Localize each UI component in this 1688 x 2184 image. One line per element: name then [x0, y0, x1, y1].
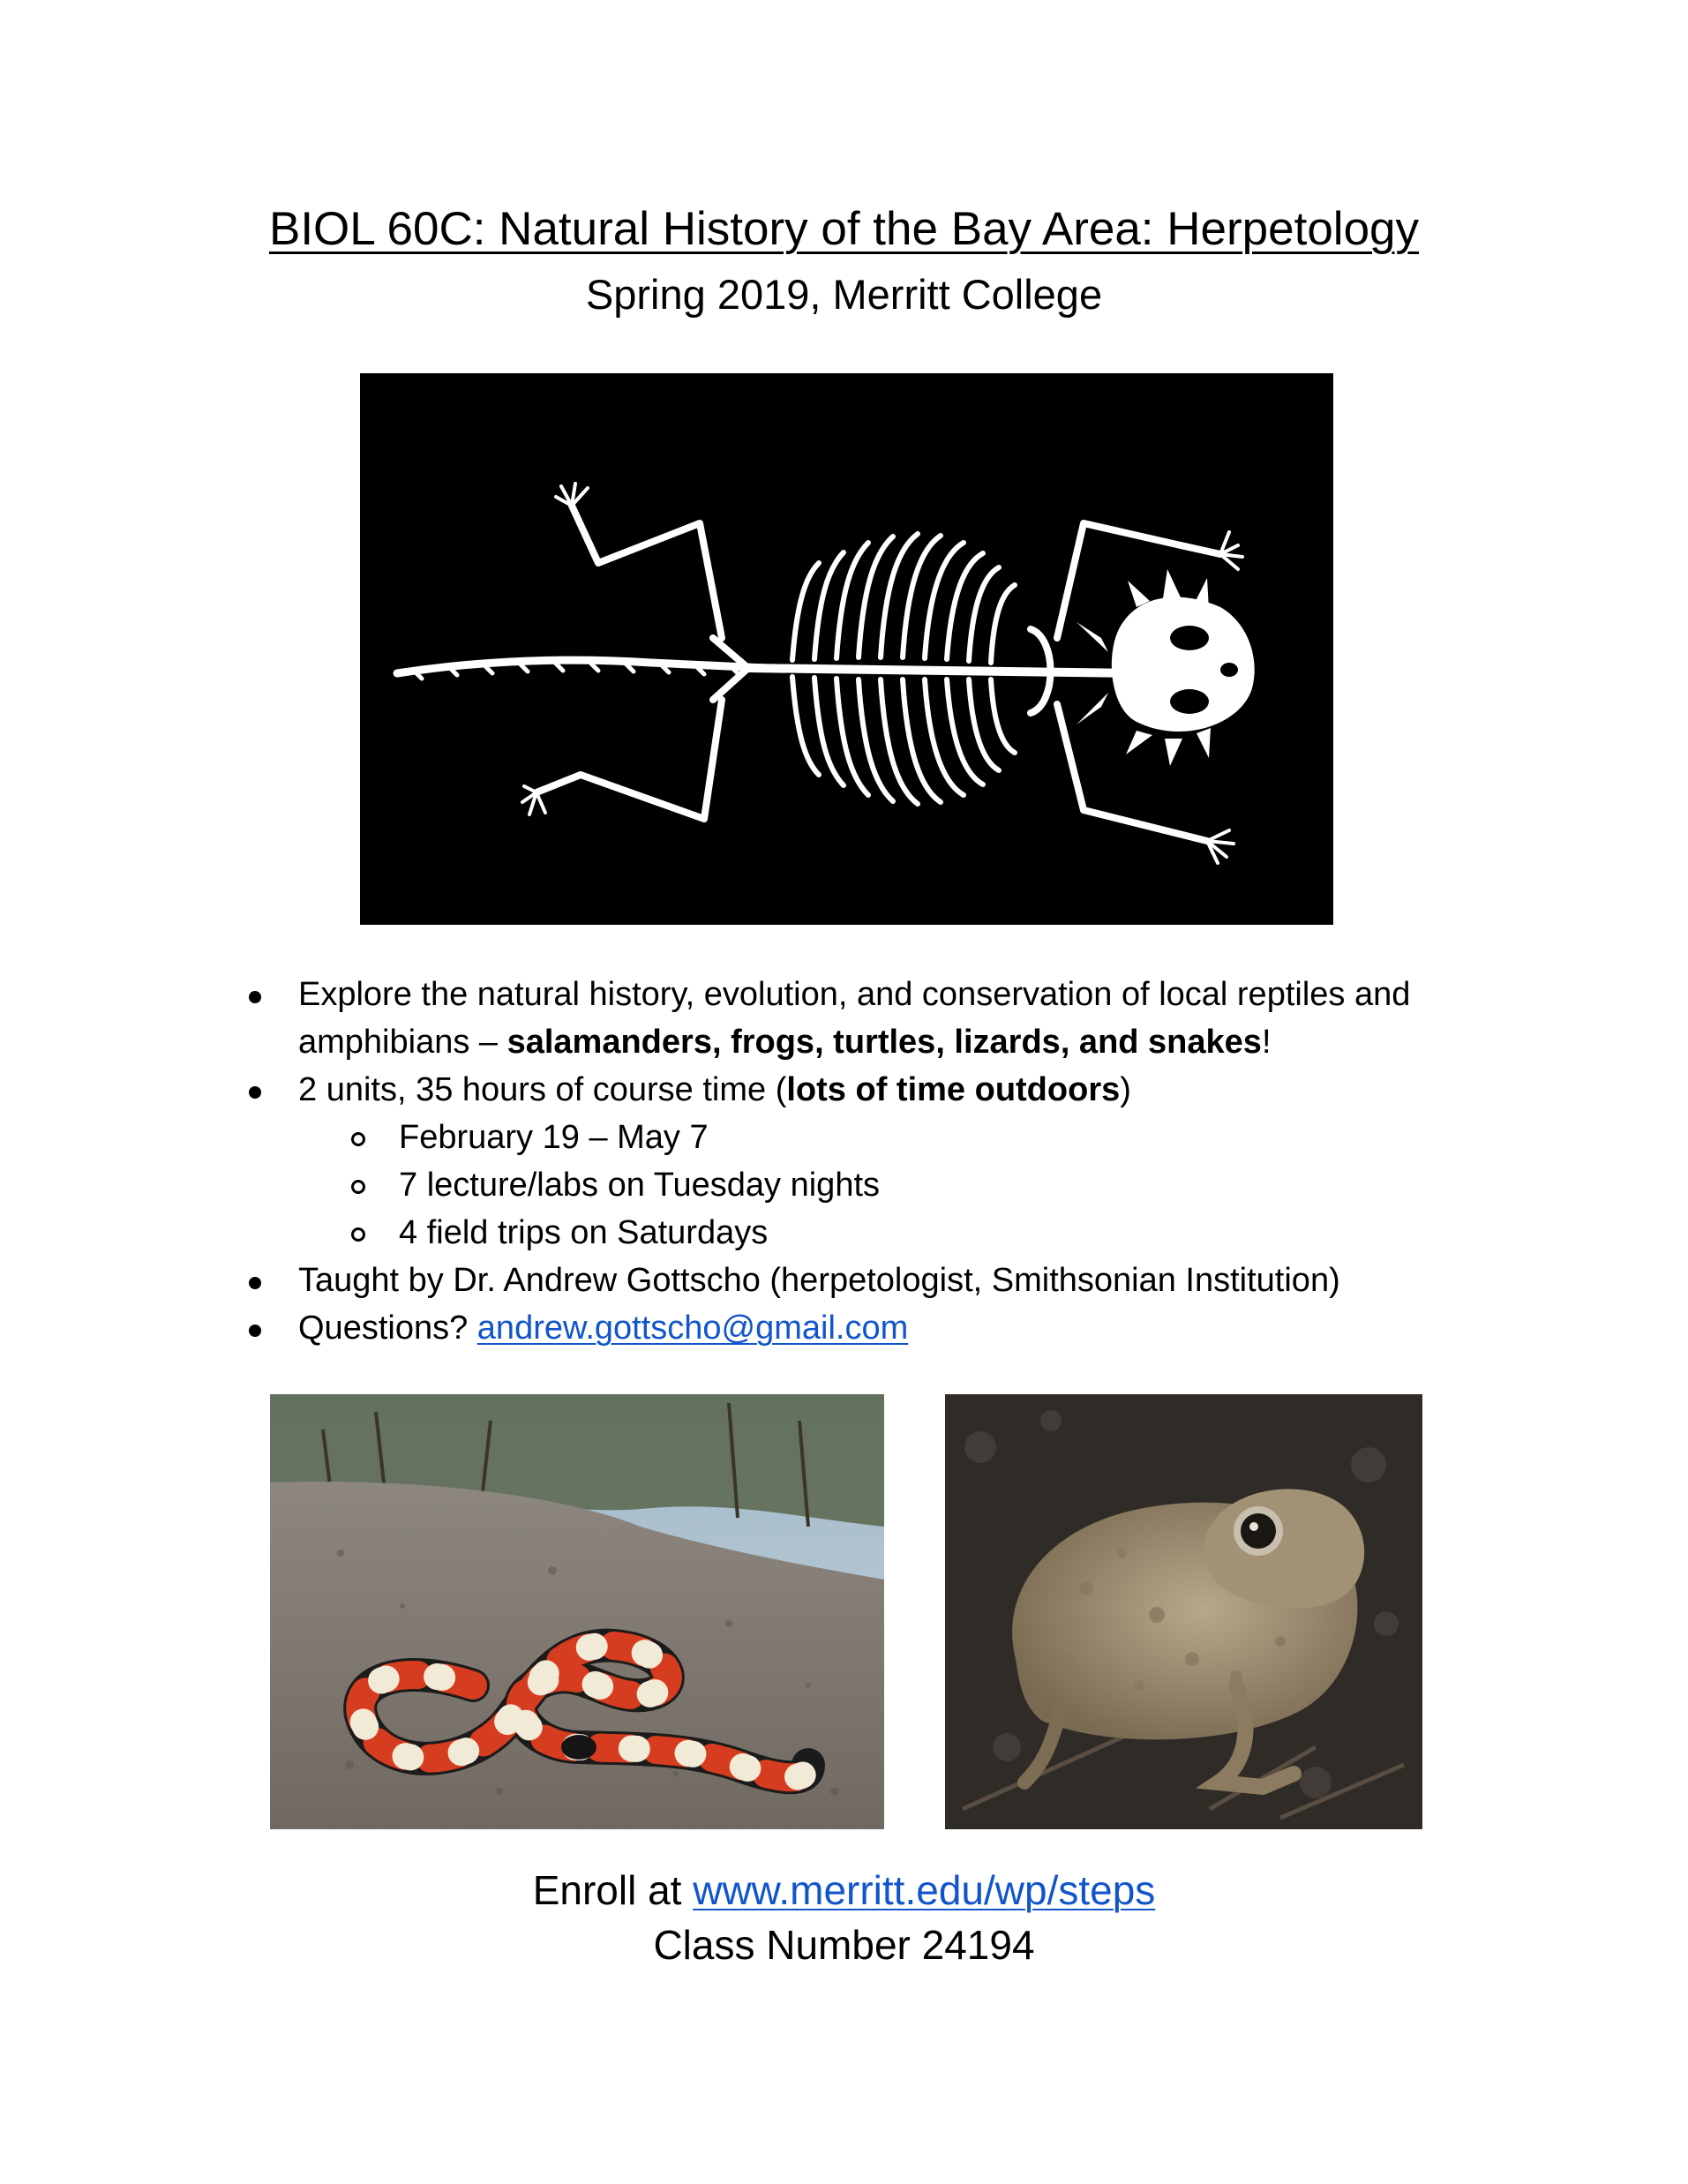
sub-bullet-ring [351, 1180, 365, 1194]
snake-illustration [270, 1394, 884, 1829]
page-title [0, 201, 1688, 258]
enroll-line [0, 1864, 1688, 1917]
toad-illustration [945, 1394, 1422, 1829]
snake-photo [270, 1394, 884, 1829]
bullet-units-post: ) [1120, 1071, 1131, 1108]
sub-bullet-lectures: 7 lecture/labs on Tuesday nights [399, 1167, 881, 1204]
sub-bullet-ring [351, 1227, 365, 1242]
enroll-link[interactable]: www.merritt.edu/wp/steps [693, 1867, 1156, 1913]
bullet-units-pre: 2 units, 35 hours of course time ( [298, 1071, 787, 1108]
bullet-explore-animals: salamanders, frogs, turtles, lizards, and snakes [506, 1024, 1262, 1061]
bullet-dot [249, 1086, 261, 1099]
enroll-label: Enroll at [532, 1867, 694, 1913]
bullet-dot [249, 991, 261, 1003]
bullet-dot [249, 1277, 261, 1289]
lizard-skeleton-image [360, 373, 1333, 925]
page-subtitle: Spring 2019, Merritt College [585, 271, 1103, 318]
bullet-explore-line1: Explore the natural history, evolution, and conservation of local reptiles and [298, 976, 1411, 1013]
bullet-dot [249, 1325, 261, 1337]
email-link[interactable]: andrew.gottscho@gmail.com [476, 1310, 909, 1347]
bullet-explore-line2 [298, 1018, 1272, 1066]
bullet-explore-pre: amphibians – [298, 1024, 507, 1061]
sub-bullet-ring [351, 1132, 365, 1146]
class-number: Class Number 24194 [653, 1922, 1035, 1968]
title-text: BIOL 60C: Natural History of the Bay Area: Herpetology [268, 203, 1420, 255]
toad-photo [945, 1394, 1422, 1829]
bullet-explore-post: ! [1261, 1024, 1272, 1061]
bullet-units [298, 1066, 1131, 1114]
bullet-questions [298, 1304, 908, 1352]
sub-bullet-fieldtrips: 4 field trips on Saturdays [399, 1214, 769, 1251]
bullet-instructor: Taught by Dr. Andrew Gottscho (herpetologist, Smithsonian Institution) [298, 1262, 1340, 1299]
sub-bullet-dates: February 19 – May 7 [399, 1119, 709, 1156]
skeleton-illustration [360, 373, 1333, 925]
bullet-units-bold: lots of time outdoors [786, 1071, 1121, 1108]
questions-label: Questions? [298, 1310, 477, 1347]
